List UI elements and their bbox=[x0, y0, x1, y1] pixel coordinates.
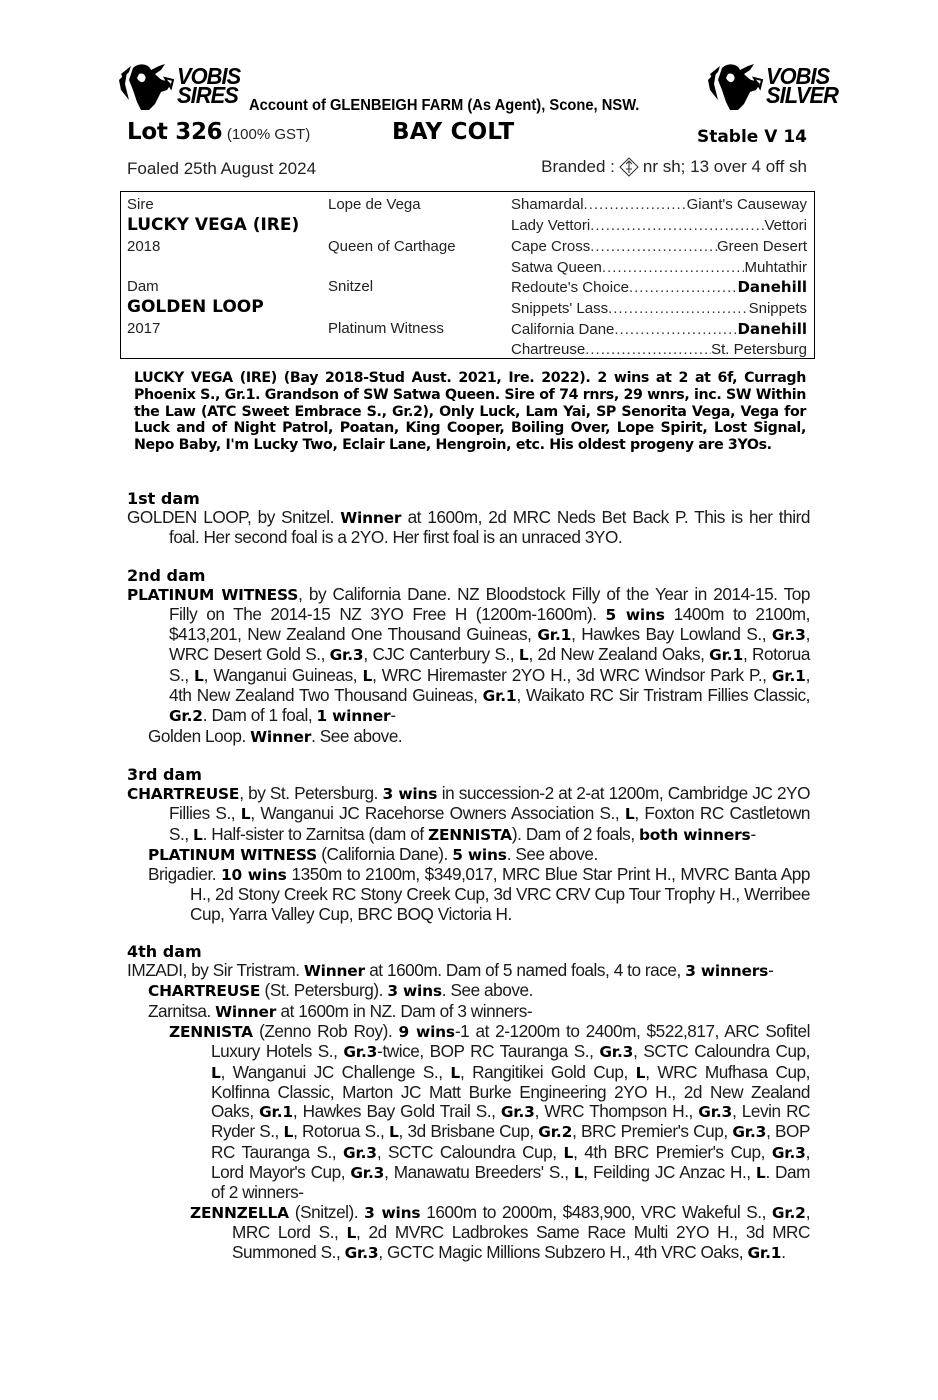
great-grandparent-row bbox=[511, 196, 807, 213]
horse-type: BAY COLT bbox=[392, 119, 515, 145]
branded-info bbox=[541, 157, 807, 177]
great-grandparent-name: Redoute's Choice bbox=[511, 279, 629, 296]
great-grandparent-sire: Vettori bbox=[764, 217, 807, 234]
sire-year: 2018 bbox=[127, 238, 161, 255]
great-grandparent-name: Shamardal bbox=[511, 196, 584, 213]
great-grandparent-name: Cape Cross bbox=[511, 238, 591, 255]
great-grandparent-row bbox=[511, 341, 807, 358]
vendor-account: Account of GLENBEIGH FARM (As Agent), Scone, NSW. bbox=[249, 97, 640, 114]
sire-name: LUCKY VEGA (IRE) bbox=[127, 215, 300, 235]
logo-right-line1: VOBIS bbox=[766, 63, 830, 89]
dam-sire: Snitzel bbox=[328, 278, 374, 295]
section-title: 4th dam bbox=[127, 942, 202, 962]
great-grandparent-sire: Snippets bbox=[748, 300, 807, 317]
brand-mark-icon bbox=[619, 157, 639, 177]
lot-number bbox=[127, 119, 310, 145]
dot-leader bbox=[602, 259, 745, 276]
sire-dam: Queen of Carthage bbox=[328, 238, 456, 255]
pedigree-entry: IMZADI, by Sir Tristram. Winner at 1600m. Dam of 5 named foals, 4 to race, 3 winners- bbox=[127, 960, 774, 981]
great-grandparent-name: Satwa Queen bbox=[511, 259, 602, 276]
dam-section bbox=[127, 566, 810, 747]
great-grandparent-row bbox=[511, 320, 807, 338]
pedigree-entry: PLATINUM WITNESS (California Dane). 5 wins. See above. bbox=[148, 843, 598, 864]
great-grandparent-sire: Muhtathir bbox=[744, 259, 807, 276]
section-title: 1st dam bbox=[127, 489, 200, 508]
branded-label: Branded : bbox=[541, 157, 615, 176]
pedigree-entry: CHARTREUSE (St. Petersburg). 3 wins. See above. bbox=[148, 980, 533, 1001]
great-grandparent-row bbox=[511, 217, 807, 234]
dam-label: Dam bbox=[127, 278, 159, 295]
lot-label: Lot 326 bbox=[127, 119, 223, 145]
dot-leader bbox=[608, 300, 749, 317]
great-grandparent-name: Lady Vettori bbox=[511, 217, 591, 234]
dot-leader bbox=[585, 341, 711, 358]
sire-sire: Lope de Vega bbox=[328, 196, 421, 213]
great-grandparent-name: California Dane bbox=[511, 321, 615, 338]
great-grandparent-sire: Green Desert bbox=[716, 238, 807, 255]
pedigree-table bbox=[120, 191, 815, 359]
foaled-date: Foaled 25th August 2024 bbox=[127, 159, 317, 178]
great-grandparent-name: Snippets' Lass bbox=[511, 300, 609, 317]
great-grandparent-sire: Giant's Causeway bbox=[686, 196, 807, 213]
great-grandparent-row bbox=[511, 300, 807, 317]
pedigree-entry: CHARTREUSE, by St. Petersburg. 3 wins in succession-2 at 2-at 1200m, Cambridge JC 2YO Fillies S., L, Wanganui JC Racehorse Owners Association S., L, Foxton RC Castletown S., L. Half-sister to Zarnitsa (dam of ZENNISTA). Dam of 2 foals, both winners- bbox=[127, 782, 811, 844]
dot-leader bbox=[590, 238, 717, 255]
great-grandparent-row bbox=[511, 278, 807, 296]
great-grandparent-sire: Danehill bbox=[737, 278, 807, 296]
pedigree-entry: ZENNZELLA (Snitzel). 3 wins 1600m to 2000m, $483,900, VRC Wakeful S., Gr.2, MRC Lord S., L, 2d MVRC Ladbrokes Same Race Multi 2YO H., 3d MRC Summoned S., Gr.3, GCTC Magic Millions Subzero H., 4th VRC Oaks, Gr.1. bbox=[190, 1201, 811, 1263]
logo-left-line2: SIRES bbox=[177, 82, 238, 108]
section-title: 2nd dam bbox=[127, 565, 206, 585]
great-grandparent-name: Chartreuse bbox=[511, 341, 586, 358]
stable-location: Stable V 14 bbox=[696, 127, 807, 147]
dot-leader bbox=[590, 217, 764, 234]
pedigree-entry: PLATINUM WITNESS, by California Dane. NZ Bloodstock Filly of the Year in 2014-15. Top Filly on The 2014-15 NZ 3YO Free H (1200m-1600m). 5 wins 1400m to 2100m, $413,201, New Zealand One Thousand Guineas, Gr.1, Hawkes Bay Lowland S., Gr.3, WRC Desert Gold S., Gr.3, CJC Canterbury S., L, 2d New Zealand Oaks, Gr.1, Rotorua S., L, Wanganui Guineas, L, WRC Hiremaster 2YO H., 3d WRC Windsor Park P., Gr.1, 4th New Zealand Two Thousand Guineas, Gr.1, Waikato RC Sir Tristram Fillies Classic, Gr.2. Dam of 1 foal, 1 winner- bbox=[127, 583, 811, 726]
sire-label: Sire bbox=[127, 196, 154, 213]
dam-sections bbox=[127, 489, 810, 1282]
pedigree-entry: Golden Loop. Winner. See above. bbox=[148, 725, 403, 746]
section-title: 3rd dam bbox=[127, 764, 202, 784]
jockey-horse-logo-icon bbox=[704, 60, 764, 112]
jockey-horse-logo-icon bbox=[115, 60, 175, 112]
branded-text: nr sh; 13 over 4 off sh bbox=[642, 157, 807, 176]
sire-summary: LUCKY VEGA (IRE) (Bay 2018-Stud Aust. 2021, Ire. 2022). 2 wins at 2 at 6f, Curragh Phoenix S., Gr.1. Grandson of SW Satwa Queen. Sire of 74 rnrs, 29 wnrs, inc. SW Within the Law (ATC Sweet Embrace S., Gr.2), Only Luck, Lam Yai, SP Senorita Vega, Vega for Luck and of Night Patrol, Poatan, King Cooper, Boiling Over, Lope Spirit, Lost Signal, Nepo Baby, I'm Lucky Two, Eclair Lane, Hengroin, etc. His oldest progeny are 3YOs. bbox=[134, 370, 806, 454]
pedigree-entry: Brigadier. 10 wins 1350m to 2100m, $349,017, MRC Blue Star Print H., MVRC Banta App H., 2d Stony Creek RC Stony Creek Cup, 3d VRC CRV Cup Tour Trophy H., Werribee Cup, Yarra Valley Cup, BRC BOQ Victoria H. bbox=[148, 864, 810, 924]
great-grandparent-row bbox=[511, 259, 807, 276]
dot-leader bbox=[629, 279, 738, 296]
pedigree-entry: Zarnitsa. Winner at 1600m in NZ. Dam of 3 winners- bbox=[148, 1000, 533, 1021]
great-grandparent-sire: Danehill bbox=[737, 320, 807, 338]
logo-left-line1: VOBIS bbox=[177, 63, 241, 89]
pedigree-entry: ZENNISTA (Zenno Rob Roy). 9 wins-1 at 2-1200m to 2400m, $522,817, ARC Sofitel Luxury Hotels S., Gr.3-twice, BOP RC Tauranga S., Gr.3, SCTC Caloundra Cup, L, Wanganui JC Challenge S., L, Rangitikei Gold Cup, L, WRC Mufhasa Cup, Kolfinna Classic, Marton JC Matt Burke Engineering 2YO H., 2d New Zealand Oaks, Gr.1, Hawkes Bay Gold Trail S., Gr.3, WRC Thompson H., Gr.3, Levin RC Ryder S., L, Rotorua S., L, 3d Brisbane Cup, Gr.2, BRC Premier's Cup, Gr.3, BOP RC Tauranga S., Gr.3, SCTC Caloundra Cup, L, 4th BRC Premier's Cup, Gr.3, Lord Mayor's Cup, Gr.3, Manawatu Breeders' S., L, Feilding JC Anzac H., L. Dam of 2 winners- bbox=[169, 1020, 810, 1203]
great-grandparent-row bbox=[511, 238, 807, 255]
vobis-silver-logo bbox=[704, 60, 842, 112]
logo-right-line2: SILVER bbox=[766, 82, 839, 108]
dot-leader bbox=[614, 321, 737, 338]
vobis-sires-logo bbox=[115, 60, 244, 112]
dam-name: GOLDEN LOOP bbox=[127, 297, 264, 317]
dam-section bbox=[127, 942, 810, 1263]
dam-section bbox=[127, 765, 810, 924]
dam-year: 2017 bbox=[127, 320, 161, 337]
great-grandparent-sire: St. Petersburg bbox=[711, 341, 807, 358]
dam-section bbox=[127, 489, 810, 548]
dam-dam: Platinum Witness bbox=[328, 320, 444, 337]
gst-note: (100% GST) bbox=[226, 126, 311, 143]
pedigree-entry: GOLDEN LOOP, by Snitzel. Winner at 1600m, 2d MRC Neds Bet Back P. This is her third foal. Her second foal is a 2YO. Her first foal is an unraced 3YO. bbox=[127, 507, 810, 548]
dot-leader bbox=[584, 196, 687, 213]
